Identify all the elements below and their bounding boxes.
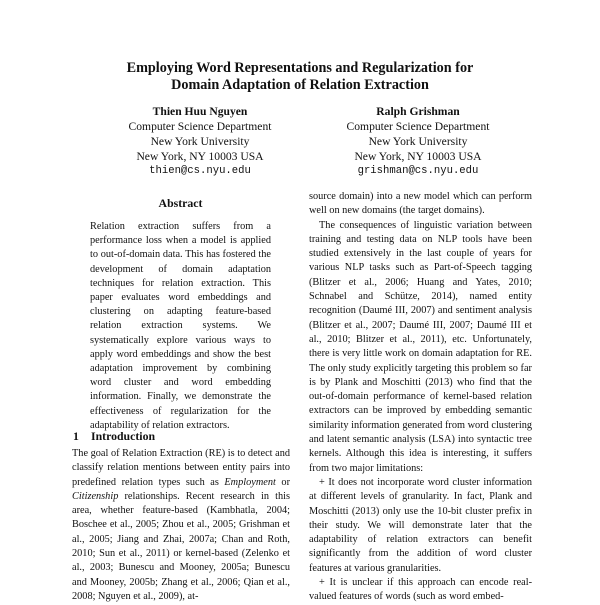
- emphasis-citizenship: Citizenship: [72, 490, 119, 502]
- right-column-body: [309, 190, 532, 605]
- text-run: The goal of Relation Extraction (RE) is to detect and classify relation mentions between entity pairs into predefined relation types such as: [72, 448, 290, 488]
- author-name: Thien Huu Nguyen: [152, 105, 248, 118]
- continued-paragraph: source domain) into a new model which can perform well on new domains (the target domains).: [309, 191, 532, 217]
- author-department: Computer Science Department: [346, 120, 490, 133]
- title-line-2: Domain Adaptation of Relation Extraction: [171, 76, 429, 93]
- abstract-heading: Abstract: [158, 196, 203, 210]
- text-run: or: [275, 476, 290, 488]
- author-address: New York, NY 10003 USA: [136, 150, 264, 163]
- section-title: Introduction: [91, 429, 156, 443]
- author-name: Ralph Grishman: [376, 105, 460, 118]
- intro-paragraph: [72, 447, 290, 604]
- introduction-body: [72, 447, 290, 604]
- limitation-item-2: + It is unclear if this approach can encode real-valued features of words (such as word embed-: [309, 577, 532, 603]
- abstract-text: Relation extraction suffers from a performance loss when a model is applied to out-of-domain data. This has fostered the development of domain adaptation techniques for relation extraction. This paper evaluates word embeddings and clustering on adapting feature-based relation extraction systems. We systematically explore various ways to apply word embeddings and show the best adaptation improvement by combining word cluster and word embedding information. Finally, we demonstrate the effectiveness of regularization for the adaptability of relation extractors.: [90, 221, 271, 431]
- section-number: 1: [73, 429, 79, 443]
- limitation-item-1: + It does not incorporate word cluster information at different levels of granularity. In fact, Plank and Moschitti (2013) only use the 10-bit cluster prefix in their study. We will demonstrate later that the adaptability of relation extractors can benefit significantly from the addition of word cluster features at various granularities.: [309, 476, 532, 574]
- author-block-2: [303, 104, 533, 179]
- author-university: New York University: [150, 135, 250, 148]
- title-line-1: Employing Word Representations and Regularization for: [126, 60, 474, 76]
- emphasis-employment: Employment: [224, 476, 276, 488]
- author-address: New York, NY 10003 USA: [354, 150, 482, 163]
- author-block-1: [85, 104, 315, 179]
- section-heading-introduction: [73, 429, 155, 444]
- author-department: Computer Science Department: [128, 120, 272, 133]
- author-university: New York University: [368, 135, 468, 148]
- text-run: relationships. Recent research in this area, whether feature-based (Kambhatla, 2004; Boschee et al., 2005; Zhou et al., 2005; Grishman et al., 2005; Jiang and Zhai, 2007a; Chan and Roth, 2010; Sun et al., 2011) or kernel-based (Zelenko et al., 2003; Bunescu and Mooney, 2005a; Bunescu and Mooney, 2005b; Zhang et al., 2006; Qian et al., 2008; Nguyen et al., 2009), at-: [72, 490, 290, 602]
- author-email: grishman@cs.nyu.edu: [357, 165, 479, 177]
- paper-title: [0, 60, 600, 93]
- paragraph-linguistic-variation: The consequences of linguistic variation between training and testing data on NLP tools have been studied extensively in the last couple of years for various NLP tasks such as Part-of-Speech tagging (Blitzer et al., 2006; Huang and Yates, 2010; Schnabel and Schütze, 2014), named entity recognition (Daumé III, 2007) and sentiment analysis (Blitzer et al., 2007; Daumé III, 2007; Daumé III et al., 2010; Blitzer et al., 2011), etc. Unfortunately, there is very little work on domain adaptation for RE. The only study explicitly targeting this problem so far is by Plank and Moschitti (2013) who find that the out-of-domain performance of kernel-based relation extractors can be improved by embedding semantic similarity information generated from word clustering and latent semantic analysis (LSA) into syntactic tree kernels. Although this idea is interesting, it suffers from two major limitations:: [309, 219, 532, 474]
- author-email: thien@cs.nyu.edu: [149, 165, 251, 177]
